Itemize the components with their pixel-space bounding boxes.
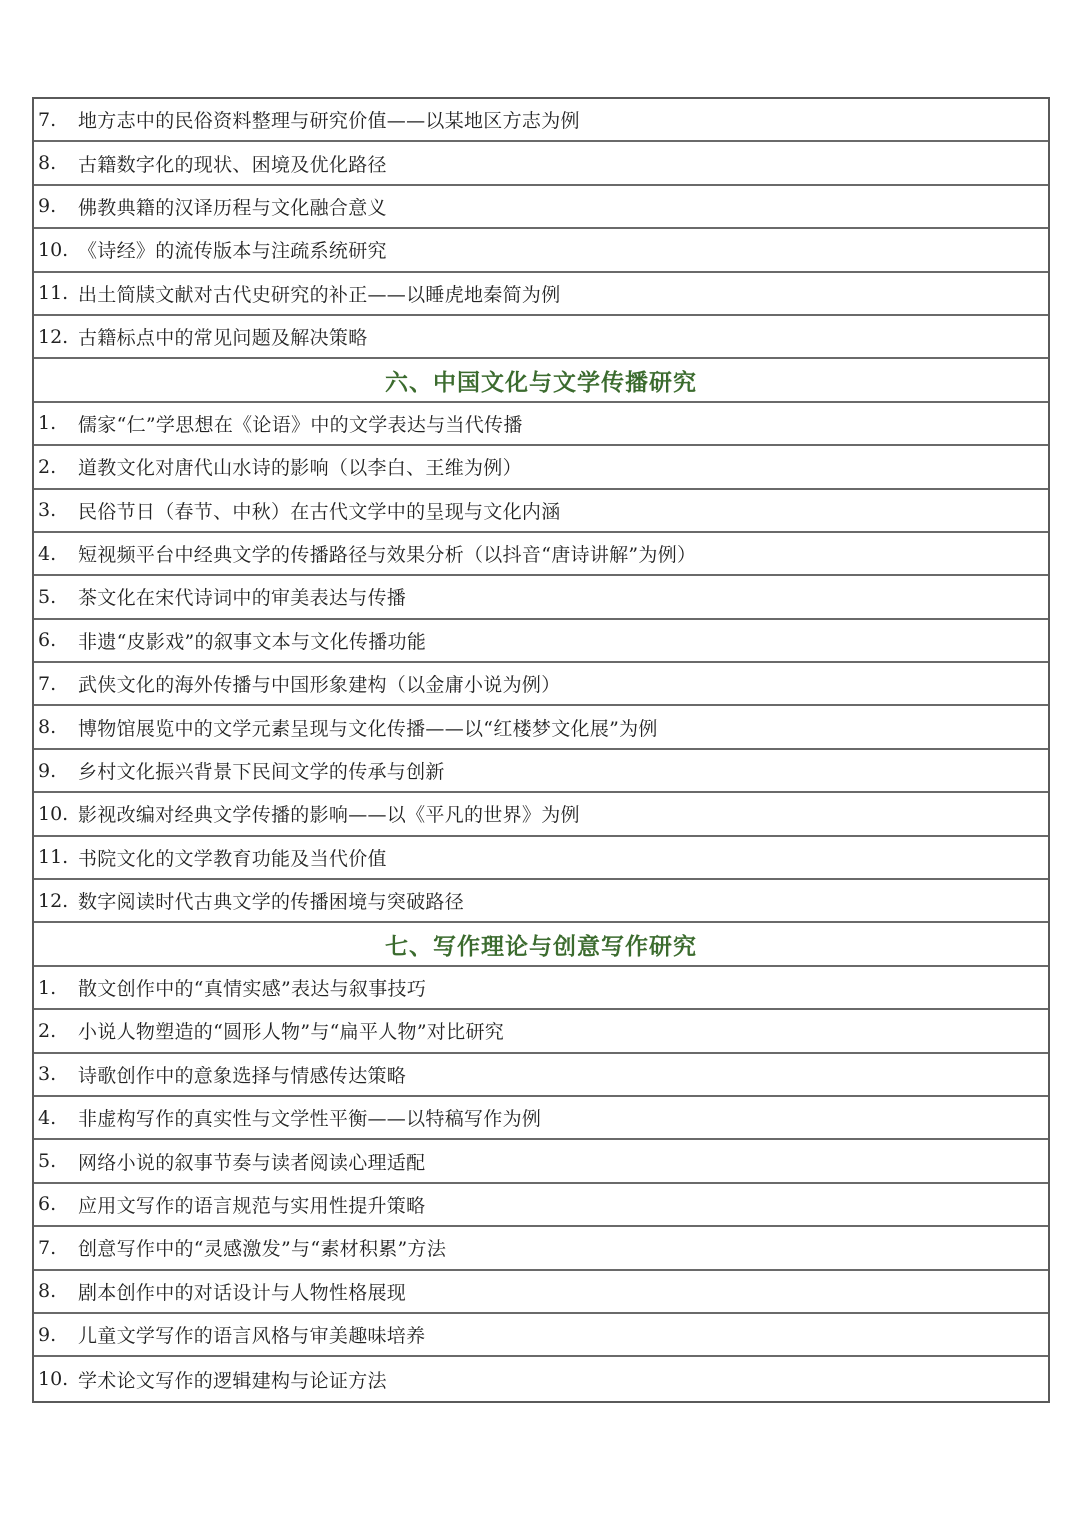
topic-number: 10. (38, 1368, 69, 1391)
topic-number: 12. (38, 325, 69, 348)
topic-title: 《诗经》的流传版本与注疏系统研究 (78, 240, 387, 263)
topic-number: 3. (38, 499, 57, 522)
topic-number: 5. (38, 1150, 57, 1173)
topic-title: 古籍标点中的常见问题及解决策略 (78, 327, 368, 350)
table-row (34, 316, 1048, 359)
topic-number: 7. (38, 108, 57, 131)
table-row (34, 1010, 1048, 1053)
table-row (34, 620, 1048, 663)
section-heading: 六、中国文化与文学传播研究 (34, 359, 1048, 402)
topic-number: 8. (38, 152, 57, 175)
table-row (34, 99, 1048, 142)
topic-number: 12. (38, 889, 69, 912)
topic-number: 6. (38, 1193, 57, 1216)
topic-title: 儿童文学写作的语言风格与审美趣味培养 (78, 1325, 426, 1348)
topic-number: 11. (38, 282, 69, 305)
topic-title: 应用文写作的语言规范与实用性提升策略 (78, 1194, 426, 1217)
topic-number: 9. (38, 759, 57, 782)
topic-title: 武侠文化的海外传播与中国形象建构（以金庸小说为例） (78, 674, 561, 697)
table-row (34, 750, 1048, 793)
table-row (34, 1314, 1048, 1357)
table-row (34, 446, 1048, 489)
topic-title: 学术论文写作的逻辑建构与论证方法 (78, 1369, 387, 1392)
table-row (34, 576, 1048, 619)
topic-number: 10. (38, 238, 69, 261)
table-row (34, 273, 1048, 316)
topic-number: 11. (38, 846, 69, 869)
topic-title: 书院文化的文学教育功能及当代价值 (78, 847, 387, 870)
topic-number: 1. (38, 412, 57, 435)
topic-title: 非虚构写作的真实性与文学性平衡——以特稿写作为例 (78, 1108, 542, 1131)
topic-number: 4. (38, 1106, 57, 1129)
topic-number: 8. (38, 716, 57, 739)
topic-number: 4. (38, 542, 57, 565)
topic-title: 出土简牍文献对古代史研究的补正——以睡虎地秦简为例 (78, 283, 561, 306)
topic-number: 2. (38, 455, 57, 478)
topic-number: 8. (38, 1280, 57, 1303)
topic-number: 9. (38, 1323, 57, 1346)
table-row (34, 490, 1048, 533)
topic-number: 9. (38, 195, 57, 218)
topic-title: 博物馆展览中的文学元素呈现与文化传播——以“红楼梦文化展”为例 (78, 717, 658, 740)
topic-title: 诗歌创作中的意象选择与情感传达策略 (78, 1064, 407, 1087)
topic-title: 茶文化在宋代诗词中的审美表达与传播 (78, 587, 407, 610)
topic-title: 网络小说的叙事节奏与读者阅读心理适配 (78, 1151, 426, 1174)
table-row (34, 967, 1048, 1010)
topic-number: 7. (38, 672, 57, 695)
topic-title: 创意写作中的“灵感激发”与“素材积累”方法 (78, 1238, 447, 1261)
topic-title: 非遗“皮影戏”的叙事文本与文化传播功能 (78, 630, 427, 653)
topic-title: 剧本创作中的对话设计与人物性格展现 (78, 1281, 407, 1304)
topic-number: 2. (38, 1019, 57, 1042)
table-row (34, 229, 1048, 272)
table-row (34, 142, 1048, 185)
section-heading: 七、写作理论与创意写作研究 (34, 923, 1048, 966)
topic-title: 佛教典籍的汉译历程与文化融合意义 (78, 196, 387, 219)
table-row (34, 1357, 1048, 1400)
topic-number: 6. (38, 629, 57, 652)
topic-title: 短视频平台中经典文学的传播路径与效果分析（以抖音“唐诗讲解”为例） (78, 544, 697, 567)
table-row (34, 793, 1048, 836)
topic-number: 10. (38, 802, 69, 825)
table-row (34, 1271, 1048, 1314)
topic-number: 1. (38, 976, 57, 999)
table-row (34, 186, 1048, 229)
topic-title: 儒家“仁”学思想在《论语》中的文学表达与当代传播 (78, 413, 523, 436)
topic-title: 民俗节日（春节、中秋）在古代文学中的呈现与文化内涵 (78, 500, 561, 523)
topic-table (32, 97, 1050, 1403)
table-row (34, 1054, 1048, 1097)
table-row (34, 880, 1048, 923)
topic-number: 5. (38, 585, 57, 608)
topic-title: 地方志中的民俗资料整理与研究价值——以某地区方志为例 (78, 110, 580, 133)
topic-title: 古籍数字化的现状、困境及优化路径 (78, 153, 387, 176)
table-row (34, 1140, 1048, 1183)
topic-number: 7. (38, 1236, 57, 1259)
table-row (34, 706, 1048, 749)
topic-title: 影视改编对经典文学传播的影响——以《平凡的世界》为例 (78, 804, 580, 827)
table-row (34, 1227, 1048, 1270)
table-row (34, 403, 1048, 446)
topic-title: 散文创作中的“真情实感”表达与叙事技巧 (78, 978, 427, 1000)
table-row (34, 1097, 1048, 1140)
topic-title: 道教文化对唐代山水诗的影响（以李白、王维为例） (78, 457, 522, 480)
table-row (34, 837, 1048, 880)
table-row (34, 663, 1048, 706)
table-row (34, 533, 1048, 576)
topic-title: 数字阅读时代古典文学的传播困境与突破路径 (78, 891, 465, 914)
topic-title: 小说人物塑造的“圆形人物”与“扁平人物”对比研究 (78, 1021, 505, 1044)
table-row (34, 1184, 1048, 1227)
topic-number: 3. (38, 1063, 57, 1086)
topic-title: 乡村文化振兴背景下民间文学的传承与创新 (78, 761, 445, 784)
